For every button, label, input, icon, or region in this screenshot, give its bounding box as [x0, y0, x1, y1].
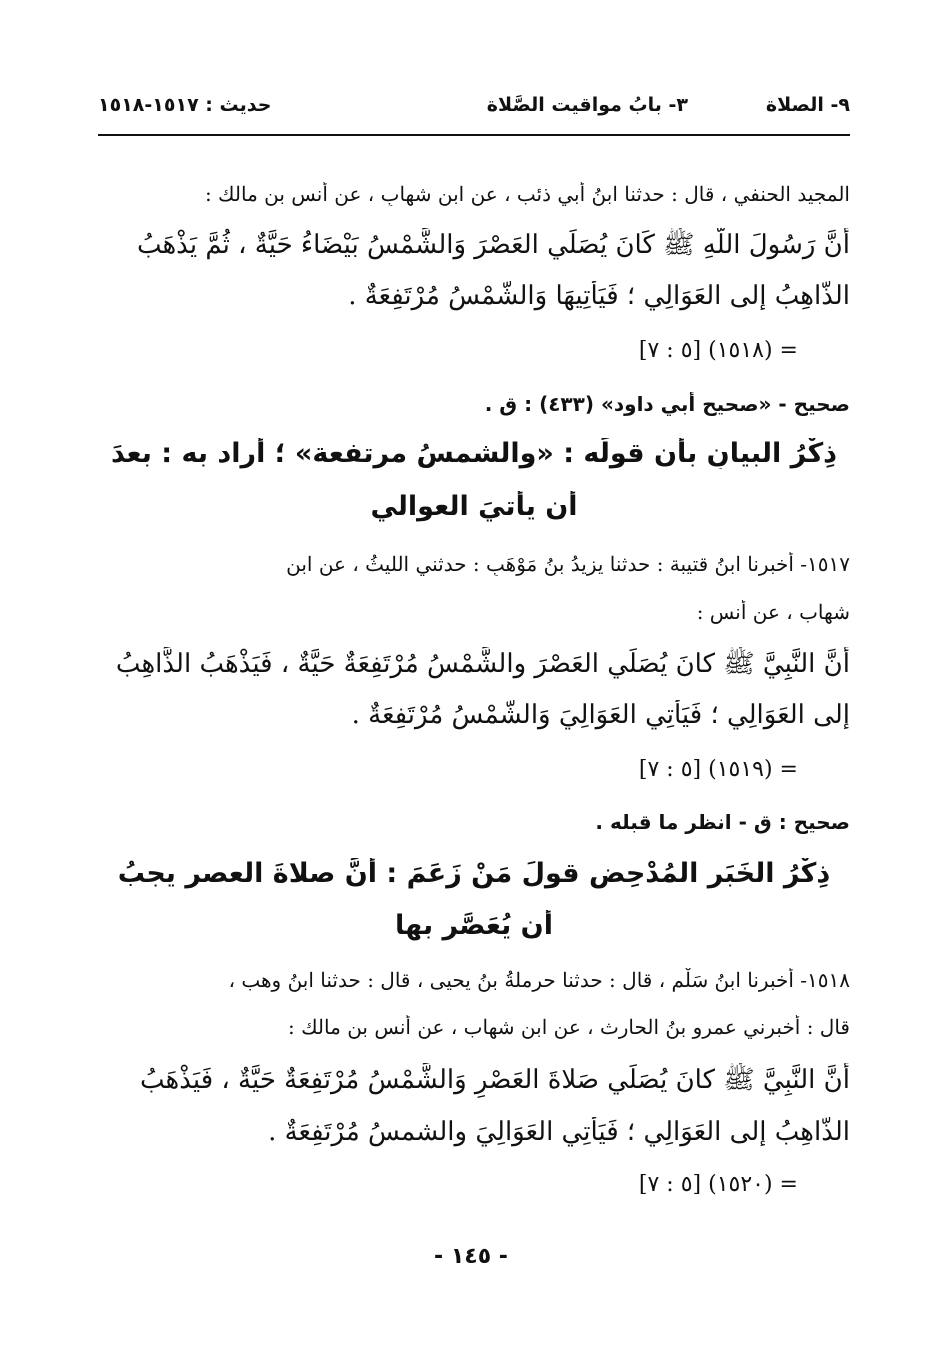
isnad-line: ١٥١٨- أخبرنا ابنُ سَلْمٍ ، قال : حدثنا حرملةُ بنُ يحيى ، قال : حدثنا ابنُ وهب ،	[228, 968, 850, 992]
chapter-heading: أن يُعَصَّر بها	[395, 910, 553, 941]
chapter-heading: ذِكْرُ الخَبَرِ المُدْحِضِ قولَ مَنْ زَعَمَ : أنَّ صلاةَ العصرِ يجبُ	[117, 858, 831, 889]
chapter-heading: أن يأتيَ العوالي	[370, 491, 578, 522]
matn-line: إلى العَوَالِي ؛ فَيَأْتِي العَوَالِيَ وَالشَّمْسُ مُرْتَفِعَةٌ .	[351, 700, 850, 730]
running-header	[98, 94, 850, 128]
header-chapter-title: ٣- بابُ مواقيت الصَّلاة	[486, 94, 688, 116]
reference-line: = (١٥١٨) [٥ : ٧]	[638, 338, 798, 363]
matn-line: أَنَّ رَسُولَ اللَّهِ ﷺ كَانَ يُصَلِّي العَصْرَ وَالشَّمْسُ بَيْضَاءُ حَيَّةٌ ، ثُمَّ يَذْهَبُ	[136, 230, 850, 260]
matn-line: أَنَّ النَّبِيَّ ﷺ كانَ يُصَلِّي صَلاةَ العَصْرِ وَالشَّمْسُ مُرْتَفِعَةٌ حَيَّةٌ ، فَيَذْهَبُ	[139, 1065, 850, 1095]
grading-line: صحيح : ق - انظر ما قبله .	[595, 810, 850, 834]
chapter-heading: ذِكْرُ البيانِ بأن قولَه : «والشمسُ مرتفعة» ؛ أراد به : بعدَ	[110, 438, 838, 469]
matn-line: الذَّاهِبُ إلى العَوَالِي ؛ فَيَأْتِيهَا وَالشَّمْسُ مُرْتَفِعَةٌ .	[348, 281, 850, 311]
reference-line: = (١٥١٩) [٥ : ٧]	[638, 757, 798, 782]
matn-line: الذَّاهِبُ إلى العَوَالِي ؛ فَيَأْتِي العَوَالِيَ والشمسُ مُرْتَفِعَةٌ .	[268, 1117, 850, 1147]
header-hadith-range: حديث : ١٥١٧-١٥١٨	[98, 94, 272, 116]
grading-line: صحيح - «صحيح أبي داود» (٤٣٣) : ق .	[484, 392, 850, 416]
matn-line: أَنَّ النَّبِيَّ ﷺ كانَ يُصَلِّي العَصْرَ والشَّمْسُ مُرْتَفِعَةٌ حَيَّةٌ ، فَيَذْهَبُ الذَّاهِبُ	[115, 649, 850, 679]
isnad-line: قال : أخبرني عمرو بنُ الحارث ، عن ابنِ شهاب ، عن أنس بن مالك :	[287, 1015, 850, 1039]
page-number: - ١٤٥ -	[434, 1244, 508, 1269]
reference-line: = (١٥٢٠) [٥ : ٧]	[638, 1172, 798, 1197]
isnad-line: شهاب ، عن أنس :	[696, 600, 850, 624]
header-book-title: ٩- الصلاة	[765, 94, 850, 116]
isnad-line: ١٥١٧- أخبرنا ابنُ قتيبة : حدثنا يزيدُ بنُ مَوْهَبٍ : حدثني الليثُ ، عن ابنِ	[286, 552, 850, 576]
isnad-line: المجيد الحنفي ، قال : حدثنا ابنُ أبي ذئب ، عن ابن شهابٍ ، عن أنس بن مالك :	[204, 182, 850, 206]
header-rule	[98, 134, 850, 136]
